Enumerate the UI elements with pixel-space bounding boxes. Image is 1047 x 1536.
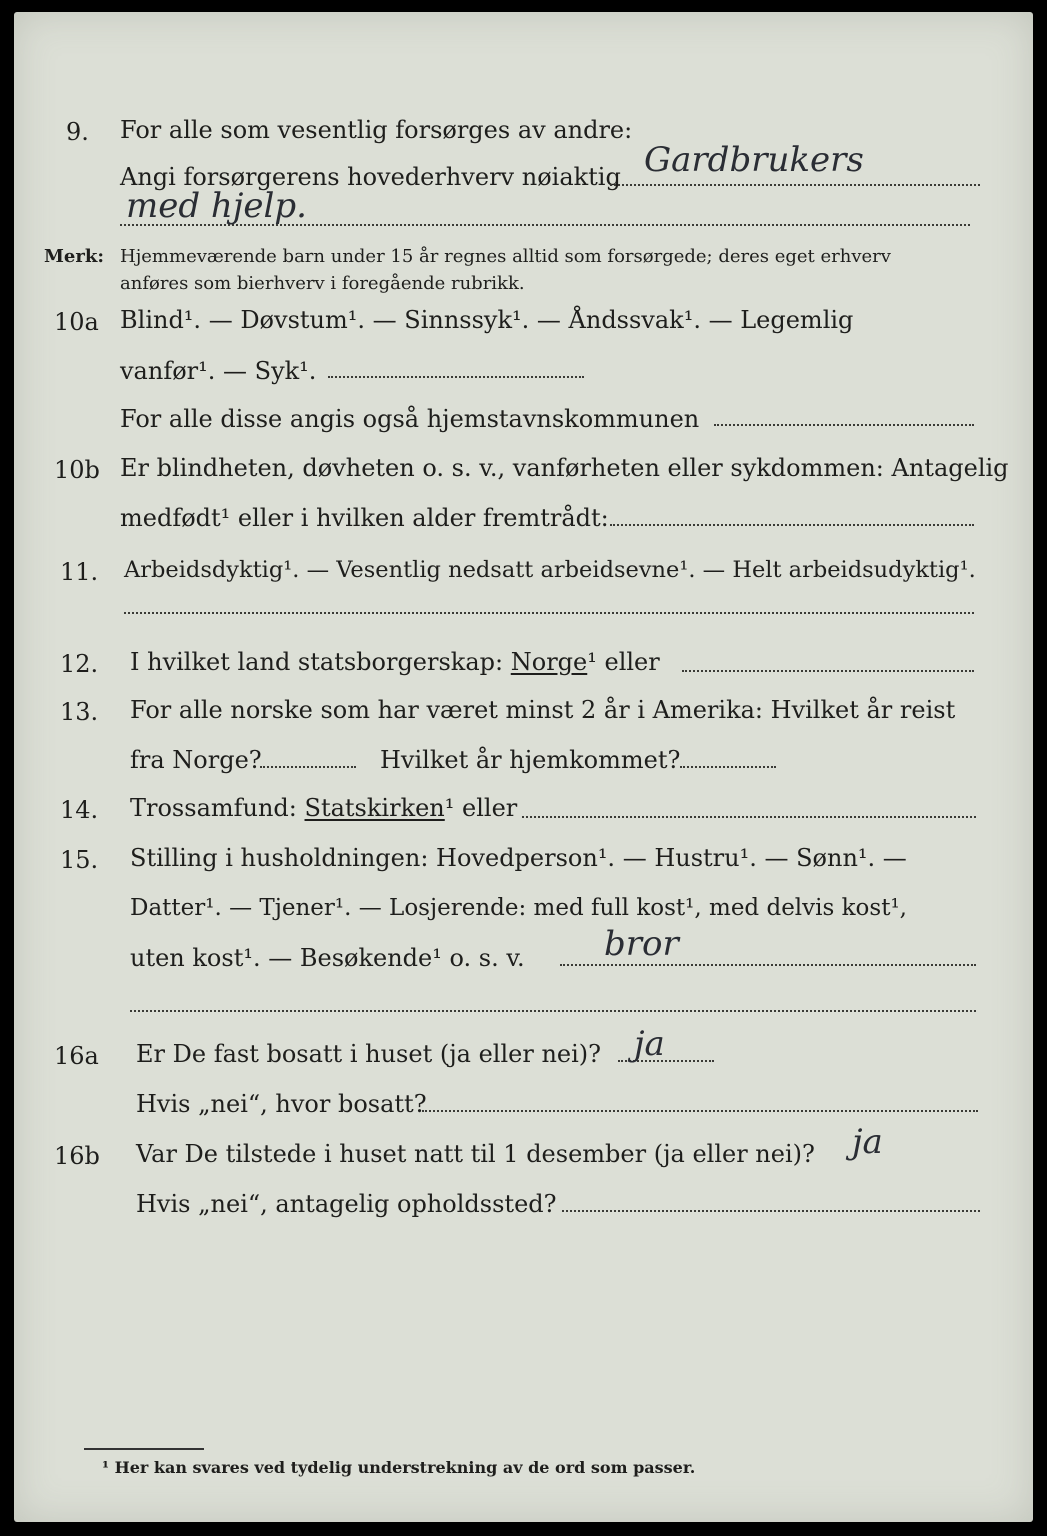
- q12-number: 12.: [60, 650, 99, 678]
- q9-line1: For alle som vesentlig forsørges av andre:: [120, 116, 633, 144]
- q9-answer-line1: [610, 184, 980, 186]
- q14-prefix: Trossamfund:: [130, 794, 297, 822]
- q11-line1: Arbeidsdyktig¹. — Vesentlig nedsatt arbeidsevne¹. — Helt arbeidsudyktig¹.: [124, 557, 976, 583]
- q10a-hometown-line: [714, 424, 974, 426]
- q14-suffix: ¹ eller: [444, 794, 518, 822]
- q15-number: 15.: [60, 846, 99, 874]
- q16b-handwritten-answer: ja: [852, 1122, 883, 1162]
- q9-number: 9.: [66, 118, 89, 146]
- q12-suffix: ¹ eller: [587, 648, 660, 676]
- q9-line2: Angi forsørgerens hovederhverv nøiaktig: [120, 163, 621, 191]
- q10a-line1: Blind¹. — Døvstum¹. — Sinnssyk¹. — Åndssvak¹. — Legemlig: [120, 306, 854, 334]
- q13-return-line: [680, 766, 776, 768]
- q12-underlined-answer: Norge: [510, 648, 588, 676]
- q16b-line2: Hvis „nei“, antagelig opholdssted?: [136, 1190, 557, 1218]
- merk-line2: anføres som bierhverv i foregående rubrikk.: [120, 273, 525, 294]
- census-form-page: [14, 12, 1033, 1522]
- q16a-line2: Hvis „nei“, hvor bosatt?: [136, 1090, 427, 1118]
- q16a-answer-line: [618, 1060, 714, 1062]
- footnote-rule: [84, 1448, 204, 1450]
- q13-line2a: fra Norge?: [130, 746, 262, 774]
- q12-text: [130, 647, 660, 677]
- q16b-whereabouts-line: [562, 1210, 980, 1212]
- q14-number: 14.: [60, 796, 99, 824]
- q16b-line1: Var De tilstede i huset natt til 1 desember (ja eller nei)?: [136, 1140, 815, 1168]
- q10b-answer-line: [610, 524, 974, 526]
- q16a-number: 16a: [54, 1042, 99, 1070]
- q15-answer-line: [560, 964, 976, 966]
- q13-departure-line: [260, 766, 356, 768]
- q10b-line2: medfødt¹ eller i hvilken alder fremtrådt:: [120, 504, 609, 532]
- q13-line2b: Hvilket år hjemkommet?: [380, 746, 681, 774]
- merk-label: Merk:: [44, 246, 104, 267]
- q10a-answer-line: [328, 376, 584, 378]
- q15-extra-line: [130, 1010, 976, 1012]
- q11-number: 11.: [60, 558, 99, 586]
- q15-handwritten-answer: bror: [604, 924, 679, 964]
- q13-line1: For alle norske som har været minst 2 år i Amerika: Hvilket år reist: [130, 696, 956, 724]
- q9-handwritten-answer1: Gardbrukers: [644, 140, 864, 180]
- q16a-line1: Er De fast bosatt i huset (ja eller nei)?: [136, 1040, 602, 1068]
- q14-answer-line: [522, 816, 976, 818]
- q13-number: 13.: [60, 698, 99, 726]
- q10b-line1: Er blindheten, døvheten o. s. v., vanførheten eller sykdommen: Antagelig: [120, 454, 1009, 482]
- q11-answer-line: [124, 612, 974, 614]
- q16a-residence-line: [422, 1110, 978, 1112]
- footnote-text: Her kan svares ved tydelig understrekning av de ord som passer.: [114, 1458, 696, 1477]
- q16b-number: 16b: [54, 1142, 100, 1170]
- q10a-line2: vanfør¹. — Syk¹.: [120, 357, 317, 385]
- q16a-handwritten-answer: ja: [634, 1024, 665, 1064]
- q14-underlined-answer: Statskirken: [304, 794, 445, 822]
- merk-line1: Hjemmeværende barn under 15 år regnes alltid som forsørgede; deres eget erhverv: [120, 246, 891, 267]
- q9-handwritten-answer2: med hjelp.: [126, 186, 307, 226]
- q15-line1: Stilling i husholdningen: Hovedperson¹. — Hustru¹. — Sønn¹. —: [130, 844, 907, 872]
- q10b-number: 10b: [54, 456, 100, 484]
- q10a-line3: For alle disse angis også hjemstavnskommunen: [120, 405, 700, 433]
- q12-answer-line: [682, 670, 974, 672]
- footnote: [102, 1458, 695, 1477]
- q14-text: [130, 793, 517, 823]
- q15-line2: Datter¹. — Tjener¹. — Losjerende: med full kost¹, med delvis kost¹,: [130, 895, 907, 921]
- q15-line3: uten kost¹. — Besøkende¹ o. s. v.: [130, 944, 525, 972]
- q10a-number: 10a: [54, 308, 99, 336]
- q12-prefix: I hvilket land statsborgerskap:: [130, 648, 504, 676]
- footnote-mark: ¹: [102, 1458, 110, 1477]
